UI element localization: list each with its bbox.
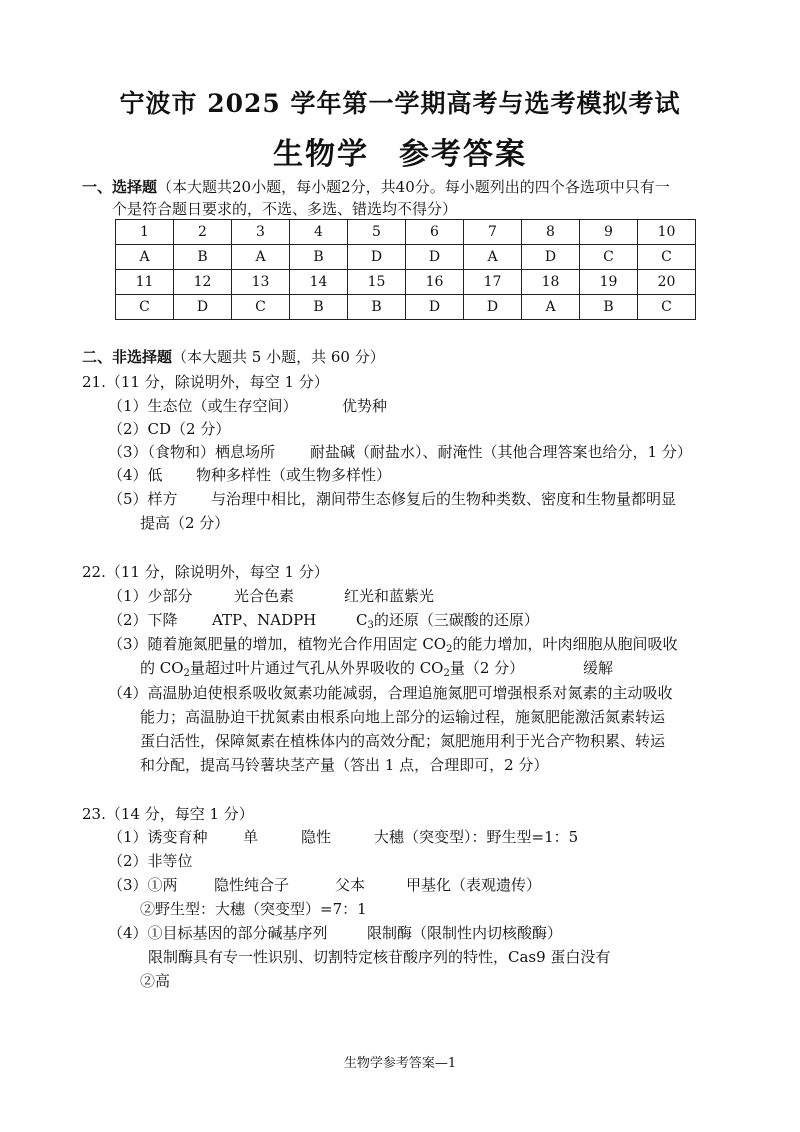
answer-table-cell: B (174, 245, 232, 270)
answer-table-cell: 16 (406, 270, 464, 295)
q23-line3c: 父本 (335, 876, 366, 894)
q23-line1a: （1）诱变育种 (108, 828, 208, 846)
answer-table-row (116, 295, 696, 320)
q22-line3b-sub: 2 (183, 668, 190, 679)
q21-line2: （2）CD（2 分） (108, 420, 231, 438)
section2-desc: （本大题共 5 小题，共 60 分） (172, 348, 385, 366)
answer-table-cell: C (232, 295, 290, 320)
document-subtitle (0, 129, 800, 173)
q22-line3b-pre: 的 CO (140, 659, 184, 677)
answer-table-cell: 19 (580, 270, 638, 295)
answer-table-cell: D (406, 295, 464, 320)
answer-table-row (116, 270, 696, 295)
answer-table-cell: C (116, 295, 174, 320)
q22-line3a-pre: （3）随着施氮肥量的增加，植物光合作用固定 CO (108, 635, 447, 653)
exam-title: 宁波市 2025 学年第一学期高考与选考模拟考试 (119, 89, 681, 118)
q23-line2: （2）非等位 (108, 852, 193, 870)
q22-line4b: 能力；高温胁迫干扰氮素由根系向地上部分的运输过程，施氮肥能激活氮素转运 (140, 708, 666, 726)
q23-line4d: ②高 (140, 972, 171, 990)
answer-table-cell: 2 (174, 220, 232, 245)
answer-key-label: 参考答案 (399, 137, 527, 172)
q22-line3b (140, 657, 524, 685)
q21-line1a: （1）生态位（或生存空间） (108, 397, 298, 415)
section1-desc-line1: （本大题共20小题，每小题2分，共40分。每小题列出的四个各选项中只有一 (157, 178, 670, 196)
answer-table-cell: A (232, 245, 290, 270)
q21-line5b: 与治理中相比，潮间带生态修复后的生物种类数、密度和生物量都明显 (211, 490, 677, 508)
subject-name: 生物学 (273, 137, 369, 172)
q21-line5c: 提高（2 分） (140, 514, 230, 532)
answer-table-cell: C (638, 245, 696, 270)
q23-line4a: （4）①目标基因的部分碱基序列 (108, 924, 328, 942)
q23-line4b: 限制酶（限制性内切核酸酶） (367, 924, 563, 942)
q23-line1d: 大穗（突变型）：野生型=1：5 (374, 828, 579, 846)
q21-line3a: （3）（食物和）栖息场所 (108, 443, 276, 461)
q21-line5a: （5）样方 (108, 490, 178, 508)
answer-table-cell: 10 (638, 220, 696, 245)
answer-table-row (116, 245, 696, 270)
section1-desc-line2: 个是符合题日要求的，不选、多选、错选均不得分） (112, 200, 458, 218)
q22-line3a-post: 的能力增加，叶肉细胞从胞间吸收 (452, 635, 678, 653)
answer-table-row (116, 220, 696, 245)
q23-line3d: 甲基化（表观遗传） (406, 876, 542, 894)
answer-table-cell: D (174, 295, 232, 320)
q23-line1c: 隐性 (301, 828, 332, 846)
answer-table-cell: 3 (232, 220, 290, 245)
answer-table-cell: D (464, 295, 522, 320)
answer-table-cell: 11 (116, 270, 174, 295)
q23-line3e: ②野生型：大穗（突变型）=7：1 (140, 900, 367, 918)
q23-head: 23.（14 分，每空 1 分） (82, 805, 254, 823)
q21-line4a: （4）低 (108, 466, 163, 484)
section1-line1 (82, 176, 670, 198)
q22-line1b: 光合色素 (234, 587, 295, 605)
q23-line3a: （3）①两 (108, 876, 178, 894)
q22-line3a-sub: 2 (446, 644, 453, 655)
page-footer: 生物学参考答案—1 (343, 1056, 457, 1071)
q22-line2c-sub: 3 (367, 620, 374, 631)
answer-table-cell: A (116, 245, 174, 270)
answer-table-cell: D (406, 245, 464, 270)
answer-table-cell: 9 (580, 220, 638, 245)
q22-line2c-pre: C (356, 611, 368, 629)
q22-line3b-mid: 量超过叶片通过气孔从外界吸收的 CO (189, 659, 444, 677)
section2-heading: 二、非选择题 (82, 348, 173, 366)
q22-line2b: ATP、NADPH (212, 611, 317, 629)
answer-table-cell: 15 (348, 270, 406, 295)
q22-line2c-post: 的还原（三碳酸的还原） (373, 611, 539, 629)
answer-table-cell: D (522, 245, 580, 270)
answer-table-cell: 13 (232, 270, 290, 295)
answer-table-cell: C (580, 245, 638, 270)
q22-head: 22.（11 分，除说明外，每空 1 分） (82, 563, 329, 581)
q23-line3b: 隐性纯合子 (214, 876, 290, 894)
answer-table-cell: D (348, 245, 406, 270)
answer-table-cell: 18 (522, 270, 580, 295)
answer-table-cell: 20 (638, 270, 696, 295)
answer-table-cell: B (290, 245, 348, 270)
q22-line2a: （2）下降 (108, 611, 178, 629)
q22-line3b-post: 量（2 分） (449, 659, 525, 677)
answer-table-cell: 14 (290, 270, 348, 295)
answer-table-cell: B (580, 295, 638, 320)
q22-line4d: 和分配，提高马铃薯块茎产量（答出 1 点，合理即可，2 分） (140, 756, 549, 774)
choice-answer-table (115, 219, 696, 320)
answer-table-cell: 6 (406, 220, 464, 245)
q23-line1b: 单 (243, 828, 259, 846)
answer-table-cell: 8 (522, 220, 580, 245)
answer-table-cell: B (290, 295, 348, 320)
answer-table-cell: A (522, 295, 580, 320)
q23-line4c: 限制酶具有专一性识别、切割特定核苷酸序列的特性，Cas9 蛋白没有 (148, 948, 611, 966)
section2-line (82, 346, 385, 368)
answer-table-cell: 4 (290, 220, 348, 245)
answer-table-cell: 12 (174, 270, 232, 295)
answer-table-cell: A (464, 245, 522, 270)
q21-line1b: 优势种 (342, 397, 388, 415)
answer-table-cell: B (348, 295, 406, 320)
q22-line3b-sub2: 2 (443, 668, 450, 679)
q22-line3c: 缓解 (583, 659, 614, 677)
q22-line1a: （1）少部分 (108, 587, 193, 605)
q21-head: 21.（11 分，除说明外，每空 1 分） (82, 373, 329, 391)
answer-table-cell: 5 (348, 220, 406, 245)
q21-line4b: 物种多样性（或生物多样性） (196, 466, 392, 484)
answer-table-cell: 7 (464, 220, 522, 245)
answer-table-cell: 17 (464, 270, 522, 295)
section1-heading: 一、选择题 (82, 178, 158, 196)
q22-line4c: 蛋白活性，保障氮素在植株体内的高效分配；氮肥施用利于光合产物积累、转运 (140, 732, 666, 750)
answer-table-cell: 1 (116, 220, 174, 245)
q22-line4a: （4）高温胁迫使根系吸收氮素功能减弱，合理追施氮肥可增强根系对氮素的主动吸收 (108, 684, 673, 702)
q22-line1c: 红光和蓝紫光 (344, 587, 435, 605)
q21-line3b: 耐盐碱（耐盐水）、耐淹性（其他合理答案也给分，1 分） (310, 443, 692, 461)
answer-table-cell: C (638, 295, 696, 320)
